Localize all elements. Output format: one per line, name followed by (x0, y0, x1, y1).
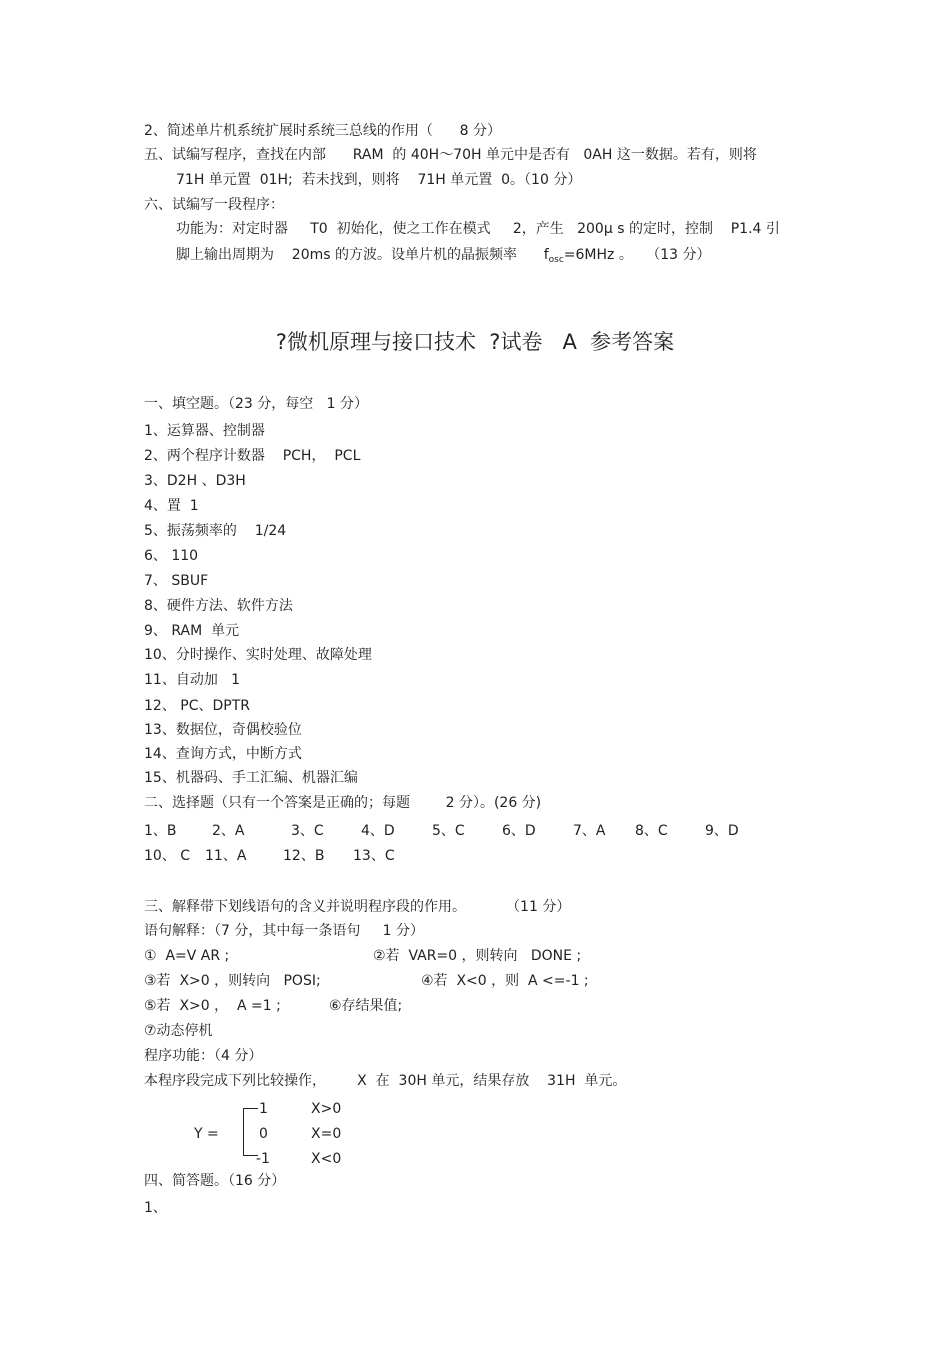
answer-item: 11、自动加 1 (144, 672, 241, 688)
formula-case-condition: X<0 (311, 1151, 342, 1167)
answer-item: 6、 110 (144, 548, 199, 564)
question-heading: 六、试编写一段程序： (144, 197, 284, 213)
choice-answer: 10、 C (144, 848, 191, 864)
answer-item: 3、D2H 、D3H (144, 473, 246, 489)
answer-item: 8、硬件方法、软件方法 (144, 598, 293, 614)
choice-answer: 4、D (361, 823, 395, 839)
question-text: 71H 单元置 01H; 若未找到，则将 71H 单元置 0。（10 分） (176, 172, 582, 188)
question-text: 功能为：对定时器 T0 初始化，使之工作在模式 2，产生 200μ s 的定时，控制 P1.4 引 (176, 221, 780, 237)
choice-answer: 9、D (705, 823, 739, 839)
formula-case-condition: X>0 (311, 1101, 342, 1117)
statement-explanation: ②若 VAR=0 ，则转向 DONE ; (373, 948, 582, 964)
answer-item: 15、机器码、手工汇编、机器汇编 (144, 770, 358, 786)
function-description: 本程序段完成下列比较操作， X 在 30H 单元，结果存放 31H 单元。 (144, 1073, 627, 1089)
formula-y-label: Y = (194, 1126, 219, 1142)
answer-key-title: ?微机原理与接口技术 ?试卷 A 参考答案 (275, 330, 675, 354)
answer-item: 7、 SBUF (144, 573, 209, 589)
answer-item: 5、振荡频率的 1/24 (144, 523, 287, 539)
answer-item: 14、查询方式，中断方式 (144, 746, 302, 762)
answer-item: 4、置 1 (144, 498, 199, 514)
section-heading: 二、选择题（只有一个答案是正确的；每题 2 分）。(26 分) (144, 795, 542, 811)
answer-item: 10、分时操作、实时处理、故障处理 (144, 647, 372, 663)
answer-item: 13、数据位，奇偶校验位 (144, 722, 302, 738)
answer-item: 12、 PC、DPTR (144, 698, 250, 714)
question-text: 五、试编写程序，查找在内部 RAM 的 40H～70H 单元中是否有 0AH 这一数据。若有，则将 (144, 147, 757, 163)
statement-explanation: ⑦动态停机 (144, 1023, 213, 1039)
formula-case-condition: X=0 (311, 1126, 342, 1142)
section-heading: 三、解释带下划线语句的含义并说明程序段的作用。 （11 分） (144, 899, 571, 915)
choice-answer: 1、B (144, 823, 177, 839)
formula-case-value: 0 (259, 1126, 268, 1142)
subscript: osc (548, 255, 564, 265)
question-text-part: =6MHz 。 （13 分） (563, 247, 711, 263)
choice-answer: 2、A (212, 823, 245, 839)
question-text (176, 246, 710, 269)
statement-explanation: ⑤若 X>0 ， A =1 ; (144, 998, 281, 1014)
subsection-heading: 语句解释：（7 分，其中每一条语句 1 分） (144, 923, 424, 939)
choice-answer: 12、B (283, 848, 325, 864)
statement-explanation: ③若 X>0 ，则转向 POSI; (144, 973, 321, 989)
choice-answer: 11、A (205, 848, 247, 864)
statement-explanation: ⑥存结果值; (329, 998, 403, 1014)
choice-answer: 3、C (291, 823, 324, 839)
statement-explanation: ① A=V AR ; (144, 948, 230, 964)
choice-answer: 8、C (635, 823, 668, 839)
section-heading: 一、填空题。（23 分，每空 1 分） (144, 396, 368, 412)
answer-item: 1、 (144, 1200, 167, 1216)
subsection-heading: 程序功能：（4 分） (144, 1048, 263, 1064)
answer-item: 1、运算器、控制器 (144, 423, 265, 439)
choice-answer: 6、D (502, 823, 536, 839)
question-text-part: 脚上输出周期为 20ms 的方波。设单片机的晶振频率 f (176, 247, 549, 263)
choice-answer: 7、A (573, 823, 606, 839)
formula-case-value: -1 (256, 1151, 270, 1167)
section-heading: 四、简答题。（16 分） (144, 1173, 286, 1189)
answer-item: 2、两个程序计数器 PCH， PCL (144, 448, 361, 464)
statement-explanation: ④若 X<0 ，则 A <=-1 ; (421, 973, 589, 989)
formula-case-value: 1 (259, 1101, 268, 1117)
formula-brace (243, 1108, 258, 1156)
choice-answer: 5、C (432, 823, 465, 839)
choice-answer: 13、C (353, 848, 395, 864)
question-text: 2、简述单片机系统扩展时系统三总线的作用（ 8 分） (144, 123, 501, 139)
answer-item: 9、 RAM 单元 (144, 623, 240, 639)
